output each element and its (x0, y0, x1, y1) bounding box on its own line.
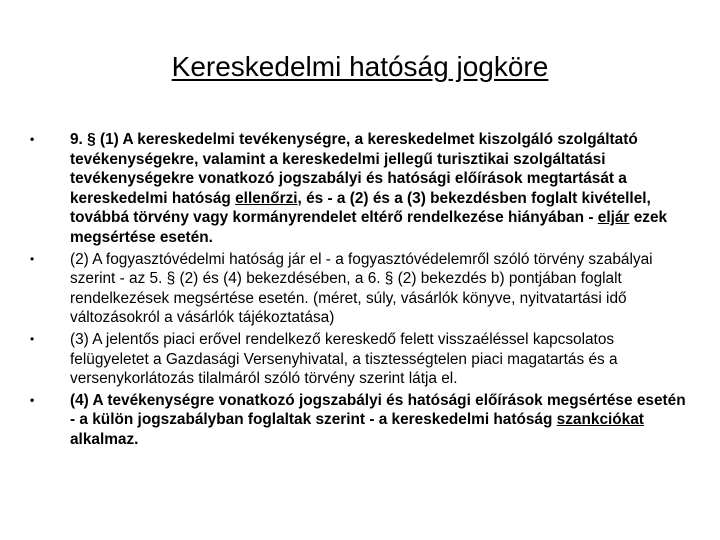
slide-title: Kereskedelmi hatóság jogköre (171, 51, 549, 82)
list-item (30, 391, 690, 450)
paragraph-text: , és - a (2) és a (3) bekezdésben foglalt kivétellel, továbbá törvény vagy kormányrendelet eltérő rendelkezése hiányában - (70, 189, 651, 227)
bullet-icon: • (30, 132, 35, 146)
list-item (30, 250, 690, 328)
paragraph-text: alkalmaz. (70, 430, 139, 448)
paragraph-text: ezek megsértése esetén. (70, 209, 668, 246)
list-item (30, 330, 690, 389)
bullet-icon: • (30, 392, 35, 407)
link-szankciokat[interactable]: szankciókat (556, 411, 644, 429)
link-eljar[interactable]: eljár (597, 209, 630, 227)
list-item (30, 130, 690, 248)
paragraph-text: 9. § (1) A kereskedelmi tevékenységre, a kereskedelmet kiszolgáló szolgáltató tevékenységekre, valamint a kereskedelmi jellegű turisztikai szolgáltatási tevékenységekre vonatkozó jogszabályi és hatósági előírások megtartását a kereskedelmi hatóság (70, 131, 638, 207)
bullet-icon: • (30, 331, 35, 346)
link-ellenorzi[interactable]: ellenőrzi (235, 189, 298, 207)
paragraph-text: (3) A jelentős piaci erővel rendelkező kereskedő felett visszaéléssel kapcsolatos felügyeletet a Gazdasági Versenyhivatal, a tisztességtelen piaci magatartás és a versenykorlátozás tilalmáról szóló törvény szerint látja el. (70, 330, 618, 388)
paragraph-text: (4) A tevékenységre vonatkozó jogszabályi és hatósági előírások megsértése esetén - a külön jogszabályban foglaltak szerint - a kereskedelmi hatóság (70, 391, 686, 429)
paragraph-text: (2) A fogyasztóvédelmi hatóság jár el - a fogyasztóvédelemről szóló törvény szabályai szerint - az 5. § (2) és (4) bekezdésében, a 6. § (2) bekezdés b) pontjában foglalt rendelkezések megsértése esetén. (méret, súly, vásárlók könyve, nyitvatartási idő változásokról a vásárlók tájékoztatása) (70, 250, 653, 327)
bullet-icon: • (30, 251, 35, 266)
bullet-list (30, 130, 690, 452)
